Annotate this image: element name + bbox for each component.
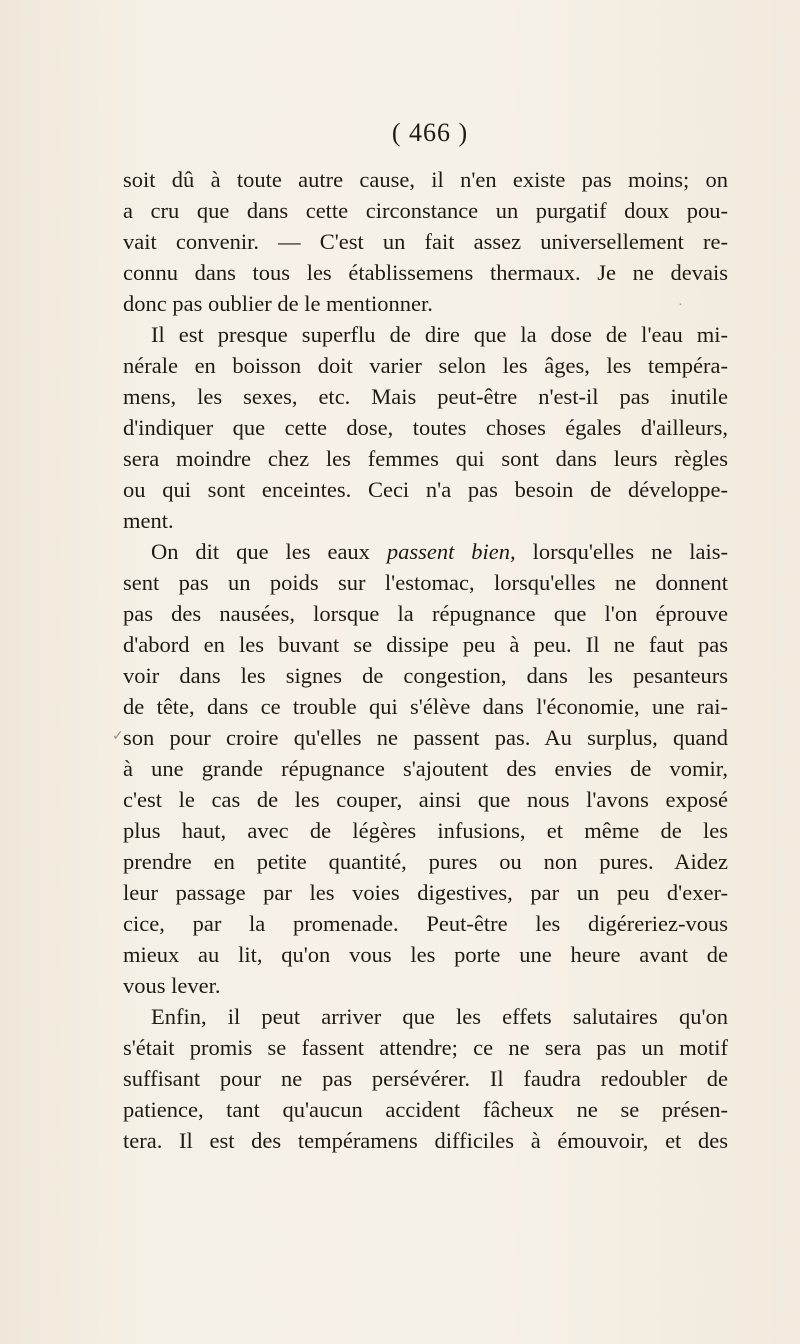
text-line: mieux au lit, qu'on vous les porte une heure avant de xyxy=(123,942,728,967)
text-line: Enfin, il peut arriver que les effets salutaires qu'on xyxy=(151,1004,728,1029)
page-number: ( 466 ) xyxy=(391,118,469,147)
text-line: de tête, dans ce trouble qui s'élève dans l'économie, une rai- xyxy=(123,694,728,719)
text-line: sera moindre chez les femmes qui sont dans leurs règles xyxy=(123,446,728,471)
page-speck: ✓ xyxy=(112,729,124,744)
paragraph xyxy=(123,536,728,1001)
text-line: patience, tant qu'aucun accident fâcheux ne se présen- xyxy=(123,1097,728,1122)
text-line: vous lever. xyxy=(123,973,221,998)
body-text xyxy=(123,164,728,1156)
text-line: ou qui sont enceintes. Ceci n'a pas besoin de développe- xyxy=(123,477,728,502)
paragraph xyxy=(123,319,728,536)
text-line: d'abord en les buvant se dissipe peu à peu. Il ne faut pas xyxy=(123,632,728,657)
text-line: leur passage par les voies digestives, par un peu d'exer- xyxy=(123,880,728,905)
text-line: son pour croire qu'elles ne passent pas. Au surplus, quand xyxy=(123,725,728,750)
text-line: soit dû à toute autre cause, il n'en existe pas moins; on xyxy=(123,167,728,192)
text-line xyxy=(123,536,728,567)
text-line: nérale en boisson doit varier selon les âges, les tempéra- xyxy=(123,353,728,378)
text-line: pas des nausées, lorsque la répugnance que l'on éprouve xyxy=(123,601,728,626)
text-line: Il est presque superflu de dire que la dose de l'eau mi- xyxy=(151,322,728,347)
text-fragment: lorsqu'elles ne lais- xyxy=(515,539,728,564)
text-line: a cru que dans cette circonstance un purgatif doux pou- xyxy=(123,198,728,223)
italic-phrase: passent bien, xyxy=(386,539,516,564)
paragraph xyxy=(123,1001,728,1156)
text-fragment: On dit que les eaux xyxy=(151,539,387,564)
text-line: connu dans tous les établissemens thermaux. Je ne devais xyxy=(123,260,728,285)
text-line: vait convenir. — C'est un fait assez universellement re- xyxy=(123,229,728,254)
text-line: mens, les sexes, etc. Mais peut-être n'est-il pas inutile xyxy=(123,384,728,409)
text-line: ment. xyxy=(123,508,174,533)
text-line: c'est le cas de les couper, ainsi que nous l'avons exposé xyxy=(123,787,728,812)
text-line: prendre en petite quantité, pures ou non pures. Aidez xyxy=(123,849,728,874)
text-line: s'était promis se fassent attendre; ce ne sera pas un motif xyxy=(123,1035,728,1060)
text-line: donc pas oublier de le mentionner. xyxy=(123,291,433,316)
text-line: d'indiquer que cette dose, toutes choses égales d'ailleurs, xyxy=(123,415,728,440)
paragraph xyxy=(123,164,728,319)
text-line: voir dans les signes de congestion, dans les pesanteurs xyxy=(123,663,728,688)
text-line: cice, par la promenade. Peut-être les digéreriez-vous xyxy=(123,911,728,936)
text-line: à une grande répugnance s'ajoutent des envies de vomir, xyxy=(123,756,728,781)
text-line: suffisant pour ne pas persévérer. Il faudra redoubler de xyxy=(123,1066,728,1091)
page-speck: · xyxy=(678,298,683,313)
text-line: sent pas un poids sur l'estomac, lorsqu'elles ne donnent xyxy=(123,570,728,595)
text-line: tera. Il est des tempéramens difficiles à émouvoir, et des xyxy=(123,1128,728,1153)
text-line: plus haut, avec de légères infusions, et même de les xyxy=(123,818,728,843)
